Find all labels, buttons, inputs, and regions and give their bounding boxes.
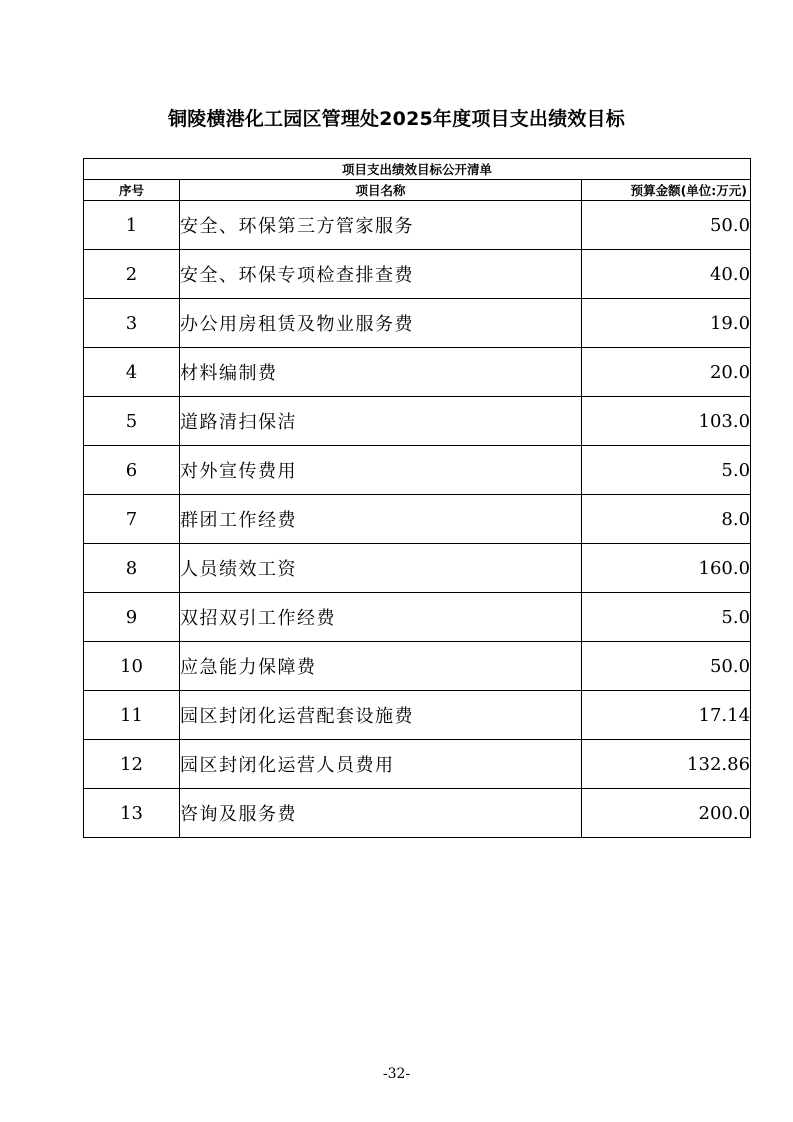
row-name: 园区封闭化运营人员费用: [180, 740, 582, 789]
row-amount: 200.0: [582, 789, 751, 838]
row-name: 安全、环保第三方管家服务: [180, 201, 582, 250]
row-amount: 5.0: [582, 593, 751, 642]
row-name: 咨询及服务费: [180, 789, 582, 838]
row-amount: 40.0: [582, 250, 751, 299]
table-row: [84, 789, 751, 838]
table-row: [84, 593, 751, 642]
row-index: 3: [84, 299, 180, 348]
table-header-row: [84, 180, 751, 201]
table-row: [84, 397, 751, 446]
row-name: 群团工作经费: [180, 495, 582, 544]
table-row: [84, 544, 751, 593]
page-title: 铜陵横港化工园区管理处2025年度项目支出绩效目标: [168, 108, 625, 130]
row-amount: 50.0: [582, 201, 751, 250]
table-row: [84, 740, 751, 789]
row-name: 安全、环保专项检查排查费: [180, 250, 582, 299]
table-row: [84, 446, 751, 495]
row-amount: 50.0: [582, 642, 751, 691]
row-index: 4: [84, 348, 180, 397]
header-name: 项目名称: [180, 180, 582, 201]
table-row: [84, 201, 751, 250]
table-row: [84, 348, 751, 397]
row-index: 2: [84, 250, 180, 299]
table-row: [84, 495, 751, 544]
row-index: 5: [84, 397, 180, 446]
row-amount: 17.14: [582, 691, 751, 740]
table-row: [84, 299, 751, 348]
row-name: 对外宣传费用: [180, 446, 582, 495]
row-amount: 5.0: [582, 446, 751, 495]
row-amount: 103.0: [582, 397, 751, 446]
table-caption: 项目支出绩效目标公开清单: [84, 159, 751, 180]
row-name: 双招双引工作经费: [180, 593, 582, 642]
header-amount: 预算金额(单位:万元): [582, 180, 751, 201]
row-amount: 132.86: [582, 740, 751, 789]
row-index: 1: [84, 201, 180, 250]
row-index: 10: [84, 642, 180, 691]
row-index: 6: [84, 446, 180, 495]
row-amount: 8.0: [582, 495, 751, 544]
row-name: 人员绩效工资: [180, 544, 582, 593]
table-row: [84, 250, 751, 299]
table-row: [84, 691, 751, 740]
table-row: [84, 642, 751, 691]
row-index: 7: [84, 495, 180, 544]
row-index: 9: [84, 593, 180, 642]
row-amount: 19.0: [582, 299, 751, 348]
row-name: 道路清扫保洁: [180, 397, 582, 446]
row-index: 8: [84, 544, 180, 593]
row-name: 应急能力保障费: [180, 642, 582, 691]
page-number: -32-: [382, 1066, 411, 1082]
row-amount: 20.0: [582, 348, 751, 397]
row-index: 12: [84, 740, 180, 789]
row-name: 办公用房租赁及物业服务费: [180, 299, 582, 348]
row-index: 11: [84, 691, 180, 740]
budget-table: [83, 158, 751, 838]
header-index: 序号: [84, 180, 180, 201]
row-name: 材料编制费: [180, 348, 582, 397]
row-amount: 160.0: [582, 544, 751, 593]
row-name: 园区封闭化运营配套设施费: [180, 691, 582, 740]
row-index: 13: [84, 789, 180, 838]
